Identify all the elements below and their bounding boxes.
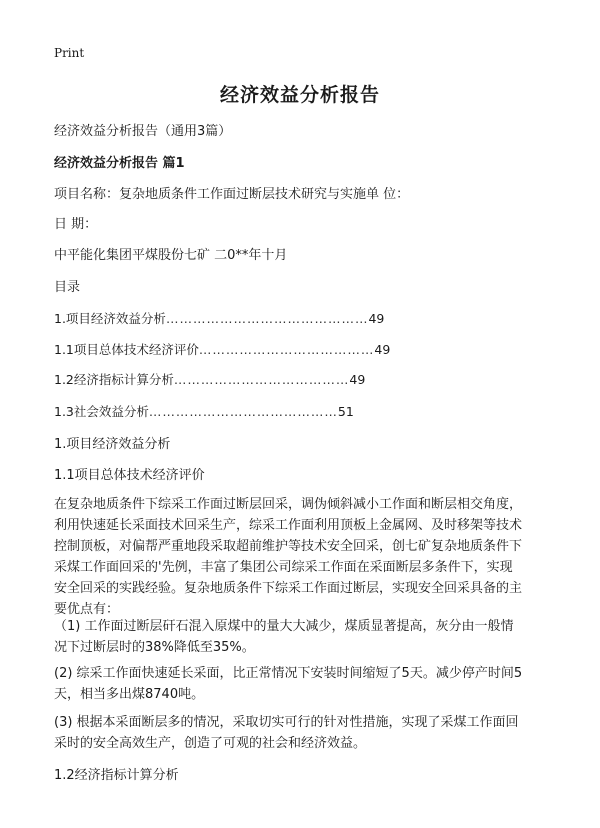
paragraph-point-1: （1) 工作面过断层矸石混入原煤中的量大大减少，煤质显著提高，灰分由一般情 况下过断层时的38%降低至35%。 <box>54 619 514 655</box>
toc-entry[interactable]: 1.项目经济效益分析………………………………………49 <box>54 311 385 326</box>
body-heading-1-1: 1.1项目总体技术经济评价 <box>54 468 205 483</box>
paragraph-point-2: (2) 综采工作面快速延长采面，比正常情况下安装时间缩短了5天。减少停产时间5 天，相当多出煤8740吨。 <box>54 666 523 702</box>
organization-line: 中平能化集团平煤股份七矿 二0**年十月 <box>54 248 288 263</box>
project-name: 项目名称：复杂地质条件工作面过断层技术研究与实施单 位： <box>54 187 410 202</box>
print-label[interactable]: Print <box>54 46 85 60</box>
toc-entry-label: 1.3社会效益分析 <box>54 404 149 419</box>
document-title: 经济效益分析报告 <box>219 84 380 106</box>
body-heading-1: 1.项目经济效益分析 <box>54 437 171 452</box>
toc-label: 目录 <box>54 280 81 295</box>
date-label: 日 期： <box>54 217 98 232</box>
toc-entry[interactable]: 1.3社会效益分析……………………………………51 <box>54 404 354 419</box>
toc-entry-page: 49 <box>368 311 385 326</box>
body-heading-1-2: 1.2经济指标计算分析 <box>54 768 179 783</box>
paragraph-intro: 在复杂地质条件下综采工作面过断层回采，调伪倾斜减小工作面和断层相交角度， 利用快速延长采面技术回采生产，综采工作面利用顶板上金属网、及时移架等技术 控制顶板，对偏帮严重地段采取超前维护等技术安全回采，创七矿复杂地质条件下 采煤工作面回采的'先例，丰富了集团公司综采工作面在采面断层多条件下，实现 安全回采的实践经验。复杂地质条件下综采工作面过断层，实现安全回采具备的主 要优点有： <box>54 497 523 617</box>
toc-entry[interactable]: 1.1项目总体技术经济评价…………………………………49 <box>54 342 391 357</box>
paragraph-point-3: (3) 根据本采面断层多的情况，采取切实可行的针对性措施，实现了采煤工作面回 采时的安全高效生产，创造了可观的社会和经济效益。 <box>54 715 519 751</box>
document-subtitle: 经济效益分析报告（通用3篇） <box>54 124 232 139</box>
section-heading: 经济效益分析报告 篇1 <box>54 156 185 171</box>
toc-entry-label: 1.1项目总体技术经济评价 <box>54 342 199 357</box>
toc-entry-page: 51 <box>337 404 354 419</box>
toc-entry[interactable]: 1.2经济指标计算分析…………………………………49 <box>54 372 366 387</box>
toc-entry-label: 1.2经济指标计算分析 <box>54 372 174 387</box>
toc-entry-label: 1.项目经济效益分析 <box>54 311 166 326</box>
toc-entry-page: 49 <box>349 372 366 387</box>
toc-entry-page: 49 <box>374 342 391 357</box>
